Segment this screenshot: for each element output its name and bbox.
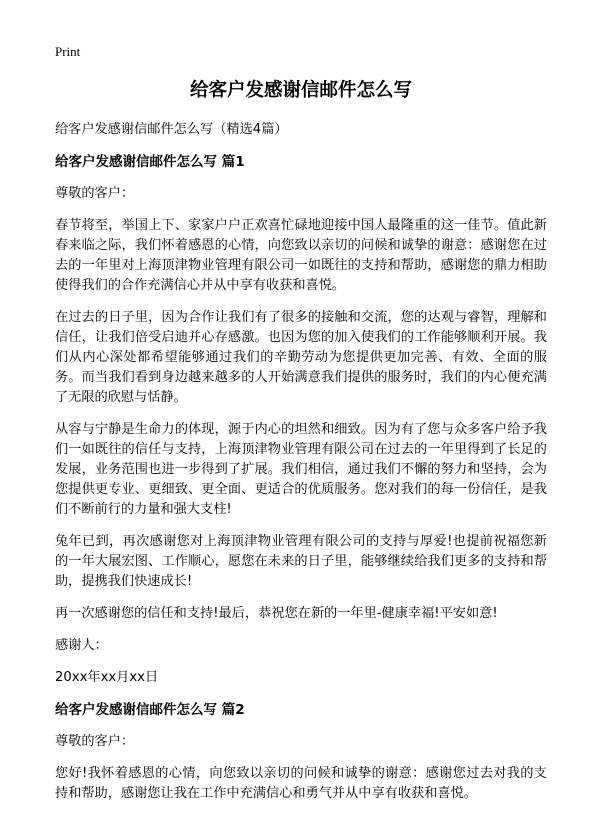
paragraph: 再一次感谢您的信任和支持!最后，恭祝您在新的一年里-健康幸福!平安如意! xyxy=(55,606,498,621)
salutation-1: 尊敬的客户： xyxy=(55,186,135,201)
paragraph: 您好!我怀着感恩的心情，向您致以亲切的问候和诚挚的谢意：感谢您过去对我的支持和帮助，感谢您让我在工作中充满信心和勇气并从中享有收获和喜悦。 xyxy=(55,766,547,801)
section-heading-2: 给客户发感谢信邮件怎么写 篇2 xyxy=(55,702,245,718)
letter-date: 20xx年xx月xx日 xyxy=(55,670,159,685)
document-title: 给客户发感谢信邮件怎么写 xyxy=(189,80,412,101)
salutation-2: 尊敬的客户： xyxy=(55,734,135,749)
section-heading-1: 给客户发感谢信邮件怎么写 篇1 xyxy=(55,154,245,170)
paragraph: 在过去的日子里，因为合作让我们有了很多的接触和交流，您的达观与睿智，理解和信任，让我们倍受启迪并心存感激。也因为您的加入使我们的工作能够顺利开展。我们从内心深处都希望能够通过我们的辛勤劳动为您提供更加完善、有效、全面的服务。而当我们看到身边越来越多的人开始满意我们提供的服务时，我们的内心便充满了无限的欣慰与恬静。 xyxy=(55,310,547,405)
document-page xyxy=(55,76,547,816)
closing-signature: 感谢人： xyxy=(55,638,108,653)
paragraph: 春节将至，举国上下、家家户户正欢喜忙碌地迎接中国人最隆重的这一佳节。值此新春来临之际，我们怀着感恩的心情，向您致以亲切的问候和诚挚的谢意：感谢您在过去的一年里对上海顶津物业管理有限公司一如既往的支持和帮助，感谢您的鼎力相助使得我们的合作充满信心并从中享有收获和喜悦。 xyxy=(55,218,547,293)
paragraph: 兔年已到，再次感谢您对上海顶津物业管理有限公司的支持与厚爱!也提前祝福您新的一年大展宏图、工作顺心，愿您在未来的日子里，能够继续给我们更多的支持和帮助，提携我们快速成长! xyxy=(55,534,547,589)
print-link[interactable]: Print xyxy=(55,44,81,59)
paragraph: 从容与宁静是生命力的体现，源于内心的坦然和细致。因为有了您与众多客户给予我们一如既往的信任与支持，上海顶津物业管理有限公司在过去的一年里得到了长足的发展，业务范围也进一步得到了扩展。我们相信，通过我们不懈的努力和坚持，会为您提供更专业、更细致、更全面、更适合的优质服务。您对我们的每一份信任，是我们不断前行的力量和强大支柱! xyxy=(55,422,547,517)
document-subtitle: 给客户发感谢信邮件怎么写（精选4篇） xyxy=(55,122,288,137)
